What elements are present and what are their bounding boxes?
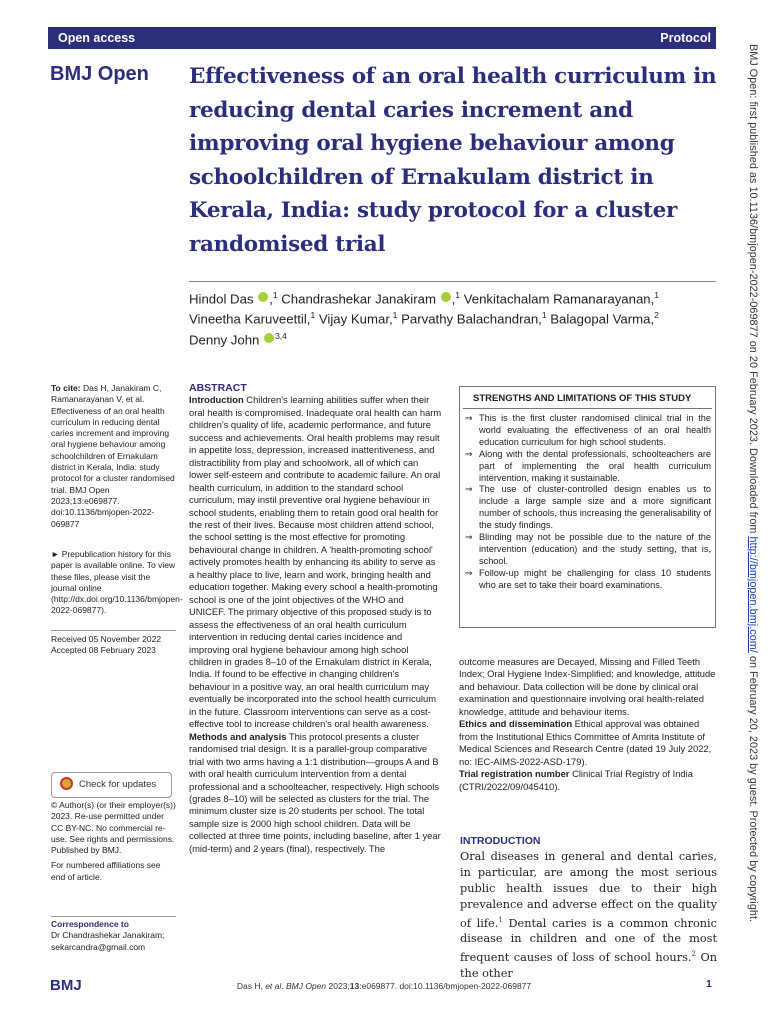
arrow-icon: ⇒ bbox=[465, 413, 473, 423]
article-title: Effectiveness of an oral health curriculum in reducing dental caries increment and improving oral hygiene behaviour among schoolchildren of Ernakulam district in Kerala, India: study protocol for a cluster randomised trial bbox=[189, 64, 717, 257]
strengths-heading: STRENGTHS AND LIMITATIONS OF THIS STUDY bbox=[463, 387, 712, 409]
affiliation-sup: 3,4 bbox=[275, 330, 287, 341]
abstract-continued bbox=[459, 656, 717, 793]
affiliation-sup: 1 bbox=[272, 290, 278, 300]
arrow-icon: ⇒ bbox=[465, 484, 473, 495]
author-name[interactable]: Chandrashekar Janakiram bbox=[281, 291, 436, 307]
page-number: 1 bbox=[706, 978, 712, 990]
orcid-icon[interactable] bbox=[264, 333, 274, 343]
copyright-text: © Author(s) (or their employer(s)) 2023. Re-use permitted under CC BY-NC. No commercial re-use. See rights and permissions. Published by BMJ. bbox=[51, 800, 176, 856]
affiliation-sup: 1 bbox=[310, 310, 316, 321]
check-updates-label: Check for updates bbox=[79, 779, 157, 790]
list-item: ⇒ The use of cluster-controlled design enables us to include a large sample size and a more significant number of schools, thus increasing the generalisability of the study findings. bbox=[465, 484, 711, 531]
journal-logo: BMJ Open bbox=[50, 63, 149, 85]
citation-block bbox=[51, 383, 176, 530]
copyright-block bbox=[51, 800, 176, 883]
trial-text: Clinical Trial Registry of India (CTRI/2022/09/045410). bbox=[459, 768, 693, 792]
crossmark-icon bbox=[60, 777, 73, 790]
trial-label: Trial registration number bbox=[459, 768, 570, 780]
orcid-icon[interactable] bbox=[441, 292, 451, 302]
bmj-footer-logo: BMJ bbox=[50, 977, 82, 994]
author-name[interactable]: Denny John bbox=[189, 332, 260, 348]
correspondence-heading: Correspondence to bbox=[51, 919, 129, 929]
author-name[interactable]: Vineetha Karuveettil, bbox=[189, 311, 311, 327]
affiliation-sup: 2 bbox=[654, 310, 659, 321]
abstract bbox=[189, 382, 442, 855]
article-type-label: Protocol bbox=[660, 31, 711, 45]
cite-text: Das H, Janakiram C, Ramanarayanan V, et al. Effectiveness of an oral health curriculum in reducing dental caries increment and improving oral hygiene behaviour among schoolchildren of Ernakulam district in Kerala, India: study protocol for a cluster randomised trial. BMJ Open 2023;13:e069877. doi:10.1136/bmjopen-2022-069877 bbox=[51, 383, 175, 529]
author-list: Hindol Das ,$^1$ Chandrashekar Janakiram ,$^1$ Venkitachalam Ramanarayanan,$^1$ Vineetha Karuveettil,$^1$ Vijay Kumar,$^1$ Parvathy Balachandran,$^1$ Balagopal Varma,$^2$ Denny John $^{3,4}$ bbox=[189, 290, 660, 348]
abstract-heading: ABSTRACT bbox=[189, 382, 247, 394]
received-date: Received 05 November 2022 bbox=[51, 634, 162, 644]
author-name[interactable]: Balagopal Varma, bbox=[550, 311, 655, 327]
reference-link[interactable]: 1 bbox=[498, 915, 503, 924]
arrow-icon: ⇒ bbox=[465, 567, 473, 578]
affiliation-sup: 1 bbox=[455, 290, 461, 300]
affiliations-note: For numbered affiliations see end of article. bbox=[51, 860, 161, 882]
cite-label: To cite: bbox=[51, 383, 81, 393]
title-divider bbox=[189, 281, 716, 282]
list-item: ⇒ Blinding may not be possible due to the nature of the intervention (education) and the study setting, that is, school. bbox=[465, 532, 711, 566]
list-item: ⇒ This is the first cluster randomised clinical trial in the world evaluating the effectiveness of an oral health education curriculum for high school students. bbox=[465, 413, 711, 447]
footer-citation: Das H, et al. BMJ Open 2023;13:e069877. doi:10.1136/bmjopen-2022-069877 bbox=[236, 981, 532, 991]
top-banner bbox=[48, 27, 716, 49]
list-item: ⇒ Follow-up might be challenging for class 10 students who are set to take their board examinations. bbox=[465, 567, 711, 590]
strengths-box bbox=[459, 386, 716, 628]
prepub-text[interactable]: ► Prepublication history for this paper is available online. To view these files, please visit the journal online (http://dx.doi.org/10.1136/bmjopen-2022-069877). bbox=[51, 549, 183, 616]
accepted-date: Accepted 08 February 2023 bbox=[51, 645, 156, 656]
strengths-list bbox=[460, 409, 715, 592]
abstract-methods-text: This protocol presents a cluster randomised trial design. It is a parallel-group comparative trial with two arms having a 1:1 distribution—groups A and B with oral health curriculum intervention from a dental professional and a schoolteacher, respectively. High schools (grades 8–10) will be selected as clusters for the trial. The minimum cluster size is 20 students per school. The total sample size is 2000 high school children. Data will be collected at three time points, including baseline, after 1 year (mid-term) and 2 years (final), respectively. The bbox=[189, 730, 441, 854]
correspondence-email[interactable]: sekarcandra@gmail.com bbox=[51, 941, 146, 952]
author-name[interactable]: Parvathy Balachandran, bbox=[401, 311, 542, 327]
orcid-icon[interactable] bbox=[258, 292, 268, 302]
affiliation-sup: 1 bbox=[392, 310, 398, 321]
reference-link[interactable]: 2 bbox=[691, 950, 696, 959]
check-updates-button[interactable] bbox=[51, 772, 172, 798]
open-access-label: Open access bbox=[58, 31, 136, 45]
affiliation-sup: 1 bbox=[654, 290, 660, 300]
prepub-note[interactable] bbox=[51, 549, 183, 617]
ethics-text: Ethical approval was obtained from the Institutional Ethics Committee of Amrita Institute of Medical Sciences and Research Centre (dated 19 July 2022, no: IEC-AIMS-2022-ASD-179). bbox=[459, 718, 712, 767]
affiliation-sup: 1 bbox=[541, 310, 547, 321]
correspondence-block bbox=[51, 916, 176, 953]
dates-block bbox=[51, 630, 176, 657]
ethics-label: Ethics and dissemination bbox=[459, 718, 573, 730]
author-name[interactable]: Hindol Das bbox=[189, 291, 254, 307]
author-name[interactable]: Vijay Kumar, bbox=[318, 311, 393, 327]
introduction-text: Oral diseases in general and dental caries, in particular, are among the most serious public health issues due to their high prevalence and adverse effect on the quality of life.$^1$ Dental caries is a common chronic disease in children and one of the most frequent causes of loss of school hours.$^2$ On the other bbox=[460, 850, 717, 980]
journal-link[interactable]: http://bmjopen.bmj.com/ bbox=[747, 536, 759, 653]
abstract-methods-label: Methods and analysis bbox=[189, 730, 287, 742]
list-item: ⇒ Along with the dental professionals, schoolteachers are part of implementing the oral health curriculum intervention, making it sustainable. bbox=[465, 448, 711, 483]
arrow-icon: ⇒ bbox=[465, 532, 473, 543]
correspondence-name: Dr Chandrashekar Janakiram; bbox=[51, 930, 165, 941]
vertical-provenance-note: BMJ Open: first published as 10.1136/bmjopen-2022-069877 on 20 February 2023. Downloaded from http://bmjopen.bmj.com/ on February 20, 2023 by guest. Protected by copyright. bbox=[747, 44, 759, 923]
divider bbox=[51, 916, 176, 917]
divider bbox=[51, 630, 176, 631]
outcome-text: outcome measures are Decayed, Missing and Filled Teeth Index; Oral Hygiene Index-Simplified; and knowledge, attitude and behaviour. Data collection will be done by clinical oral examination and questionnaire involving oral health-related knowledge, attitude and behaviour items. bbox=[459, 656, 716, 717]
arrow-icon: ⇒ bbox=[465, 448, 473, 459]
author-name[interactable]: Venkitachalam Ramanarayanan, bbox=[463, 291, 655, 307]
introduction-heading: INTRODUCTION bbox=[460, 835, 541, 847]
abstract-intro-text: Children's learning abilities suffer when their oral health is compromised. Inadequate oral health can harm children's quality of life, academic performance, and future success and achievements. Oral health problems may result in appetite loss, depression, increased inattentiveness, and distractibility from play and schoolwork, all of which can lower self-esteem and contribute to academic failure. An oral health curriculum, in addition to the standard school curriculum, may instil preventive oral hygiene behaviour in school students, enabling them to retain good oral health for the rest of their lives. Because most children attend school, the school setting is the most effective for promoting behavioural change in children. A 'health-promoting school' actively promotes health by enhancing its ability to serve as a healthy place to live, learn and work, bringing health and education together. Making every school a health-promoting school is one of the joint objectives of the WHO and UNICEF. The primary objective of this proposed study is to assess the effectiveness of an oral health curriculum intervention in reducing dental caries incidence and improving oral hygiene behaviour among high school children in grades 8–10 of the Ernakulam district in Kerala, India. If found to be effective in changing children's behaviour in a positive way, an oral health curriculum may eventually be incorporated into the school health curriculum in the future. Classroom interventions can serve as a cost-effective tool to increase children's oral health awareness. bbox=[189, 394, 442, 730]
abstract-intro-label: Introduction bbox=[189, 394, 244, 406]
